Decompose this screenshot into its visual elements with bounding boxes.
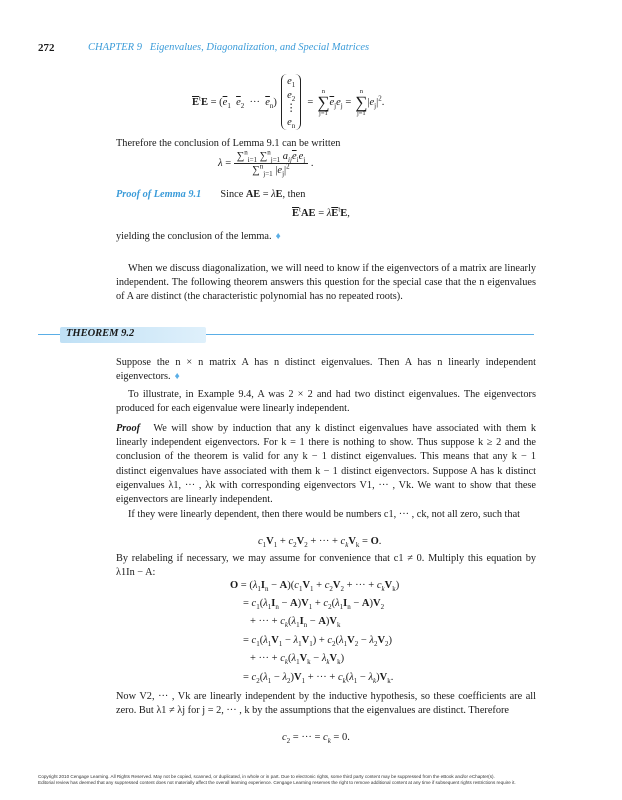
equation-lambda: λ = $\frac{\sum^n_{i=1} \sum^n_{j=1} a_{ij}\overline{e}_ie_j}{\sum^n_{j=1} |e_j|^2}$ . [218, 148, 314, 179]
proof-lemma-label: Proof of Lemma 9.1 [116, 189, 202, 200]
derivation-line-6: = $c_2(\lambda_1 - \lambda_2)V_1$ + ··· + $c_k(\lambda_1 - \lambda_k)V_k$. [243, 672, 394, 686]
proof-lemma-since: Since [220, 189, 244, 200]
relabel-paragraph: By relabeling if necessary, we may assume for convenience that c1 ≠ 0. Multiply this equation by λ1In − A: [116, 553, 536, 579]
proof-paragraph: Proof We will show by induction that any k distinct eigenvalues have associated with them k linearly independent eigenvectors. For k = 1 there is nothing to show. Thus suppose k ≥ 2 and the conclusion of the theorem is valid for any k − 1 distinct eigenvalues. This means that any k − 1 distinct eigenvalues have associated with them k − 1 distinct eigenvectors. Suppose A has k distinct eigenvalues λ1, ··· , λk with corresponding eigenvectors V1, ··· , Vk. We want to show that these eigenvectors are linearly independent. [116, 423, 536, 506]
running-title: CHAPTER 9 Eigenvalues, Diagonalization, and Special Matrices [88, 42, 370, 53]
derivation-line-4: = $c_1(\lambda_1V_1 - \lambda_1V_1) + c_2(\lambda_1V_2 - \lambda_2V_2)$ [243, 635, 393, 649]
derivation-line-2: = $c_1(\lambda_1I_n - A)V_1 + c_2(\lambda_1I_n - A)V_2$ [243, 598, 385, 612]
theorem-statement: Suppose the n × n matrix A has n distinct eigenvalues. Then A has n linearly independent eigenvectors. ♦ [116, 357, 536, 383]
equation-ebar-e: $\overline{E}^tE = (\overline{e}_1$ $\overline{e}_2$ ··· $\overline{e}_n$) $e_1$ $e_2$ ⋮ $e_n$ = n ∑ j=1 $\overline{e}_je_j$ = n ∑ j=1 $|e_j|^2$. [192, 76, 385, 130]
page-number: 272 [38, 42, 55, 54]
equation-linear-combination: $c_1V_1 + c_2V_2$ + ··· + $c_kV_k = O$. [258, 536, 382, 550]
copyright-footer [38, 774, 586, 786]
yielding-text: yielding the conclusion of the lemma. ♦ [116, 231, 281, 242]
illustration-paragraph: To illustrate, in Example 9.4, A was 2 × 2 and had two distinct eigenvalues. The eigenvectors produced for each eigenvalue were linearly independent. [116, 389, 536, 415]
proof-label: Proof [116, 423, 141, 434]
derivation-line-3: + ··· + $c_k(\lambda_1I_n - A)V_k$ [250, 616, 341, 630]
derivation-line-5: + ··· + $c_k(\lambda_1V_k - \lambda_kV_k)$ [250, 653, 345, 667]
equation-coefficients-zero: $c_2$ = ··· = $c_k = 0$. [282, 732, 350, 746]
theorem-title: THEOREM 9.2 [66, 328, 135, 339]
proof-lemma-line: Proof of Lemma 9.1 Since AE = λE, then [116, 189, 306, 200]
dependent-paragraph: If they were linearly dependent, then there would be numbers c1, ··· , ck, not all zero, such that [128, 509, 520, 520]
proof-lemma-then: , then [282, 189, 306, 200]
intro-paragraph: When we discuss diagonalization, we will need to know if the eigenvectors of a matrix are linearly independent. The following theorem answers this question for the special case that the n eigenvalues of A are distinct (the characteristic polynomial has no repeated roots). [116, 263, 536, 303]
conclusion-text: Therefore the conclusion of Lemma 9.1 can be written [116, 138, 341, 149]
equation-ebar-ae: $\overline{E}^tAE = \lambda\overline{E}^tE$, [292, 205, 350, 219]
copyright-line-1: Copyright 2010 Cengage Learning. All Rights Reserved. May not be copied, scanned, or duplicated, in whole or in part. Due to electronic rights, some third party content may be suppressed from the eBook and/or eChapter(s). [38, 774, 495, 779]
end-theorem-diamond-icon: ♦ [174, 371, 180, 383]
now-paragraph: Now V2, ··· , Vk are linearly independent by the inductive hypothesis, so these coefficients are all zero. But λ1 ≠ λj for j = 2, ··· , k by the assumptions that the eigenvalues are distinct. Therefore [116, 691, 536, 717]
copyright-line-2: Editorial review has deemed that any suppressed content does not materially affect the overall learning experience. Cengage Learning reserves the right to remove additional content at any time if subsequent rights restrictions require it. [38, 780, 516, 785]
end-proof-diamond-icon: ♦ [275, 231, 281, 242]
derivation-line-1: $O = (\lambda_1I_n - A)(c_1V_1 + c_2V_2$ + ··· + $c_kV_k$) [230, 580, 400, 594]
